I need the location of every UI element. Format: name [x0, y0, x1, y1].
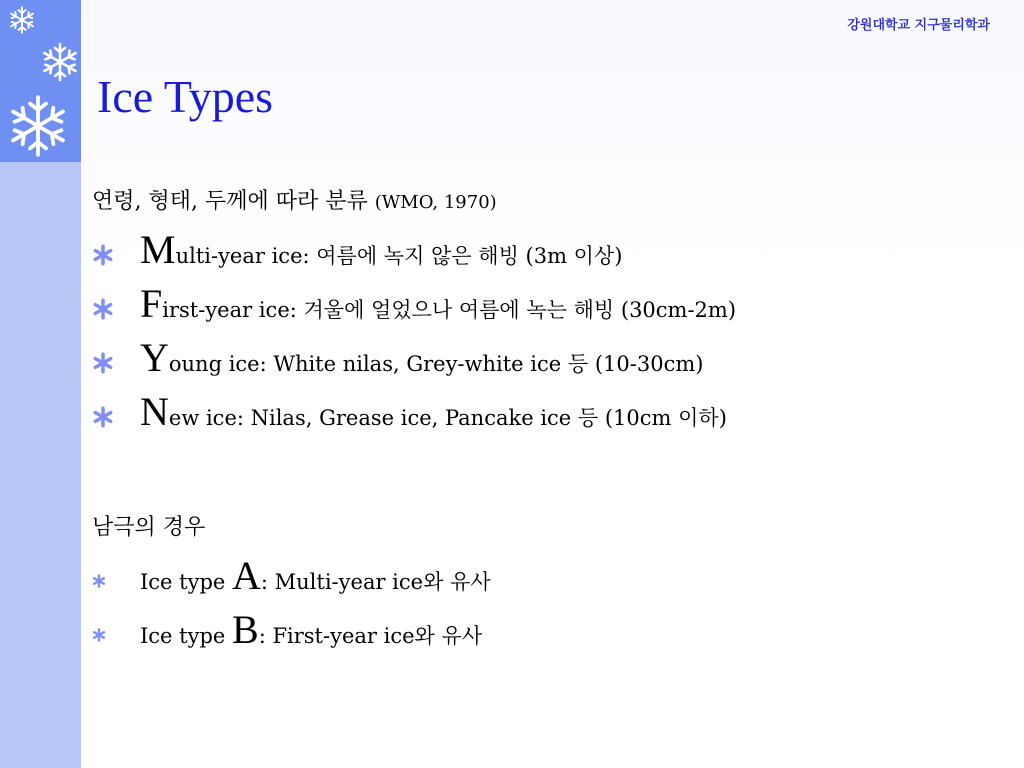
list-item — [140, 553, 491, 598]
item-text: : First-year ice와 유사 — [258, 624, 483, 648]
item-text: : Multi-year ice와 유사 — [260, 570, 491, 594]
list-item — [140, 227, 623, 272]
asterisk-bullet-small-icon — [92, 574, 106, 588]
snowflake-small-icon — [8, 6, 36, 34]
item-text: ulti-year ice: 여름에 녹지 않은 해빙 (3m 이상) — [175, 244, 623, 268]
item-text: ew ice: Nilas, Grease ice, Pancake ice 등 (10cm 이하) — [168, 406, 727, 430]
section1-heading — [92, 184, 497, 215]
list-item — [140, 281, 737, 326]
asterisk-bullet-icon — [92, 406, 114, 428]
list-item — [140, 335, 704, 380]
asterisk-bullet-icon — [92, 298, 114, 320]
list-item — [140, 389, 727, 434]
item-initial: A — [232, 553, 261, 598]
section2-heading: 남극의 경우 — [92, 515, 206, 540]
asterisk-bullet-icon — [92, 352, 114, 374]
item-prefix: Ice type — [140, 624, 233, 648]
item-prefix: Ice type — [140, 570, 233, 594]
list-item — [140, 607, 483, 652]
institution-label: 강원대학교 지구물리학과 — [847, 18, 990, 33]
item-initial: F — [140, 281, 163, 326]
item-initial: Y — [140, 335, 169, 380]
item-initial: N — [140, 389, 169, 434]
section1-heading-text: 연령, 형태, 두께에 따라 분류 — [92, 189, 368, 214]
asterisk-bullet-small-icon — [92, 628, 106, 642]
item-text: irst-year ice: 겨울에 얼었으나 여름에 녹는 해빙 (30cm-2m) — [162, 298, 737, 322]
item-initial: B — [232, 607, 259, 652]
snowflake-large-icon — [6, 94, 70, 158]
sidebar-decoration — [0, 0, 81, 768]
asterisk-bullet-icon — [92, 244, 114, 266]
item-text: oung ice: White nilas, Grey-white ice 등 (10-30cm) — [168, 352, 704, 376]
section1-source: (WMO, 1970) — [374, 192, 497, 213]
slide-title: Ice Types — [97, 71, 274, 122]
snowflake-medium-icon — [40, 42, 80, 82]
item-initial: M — [140, 227, 176, 272]
